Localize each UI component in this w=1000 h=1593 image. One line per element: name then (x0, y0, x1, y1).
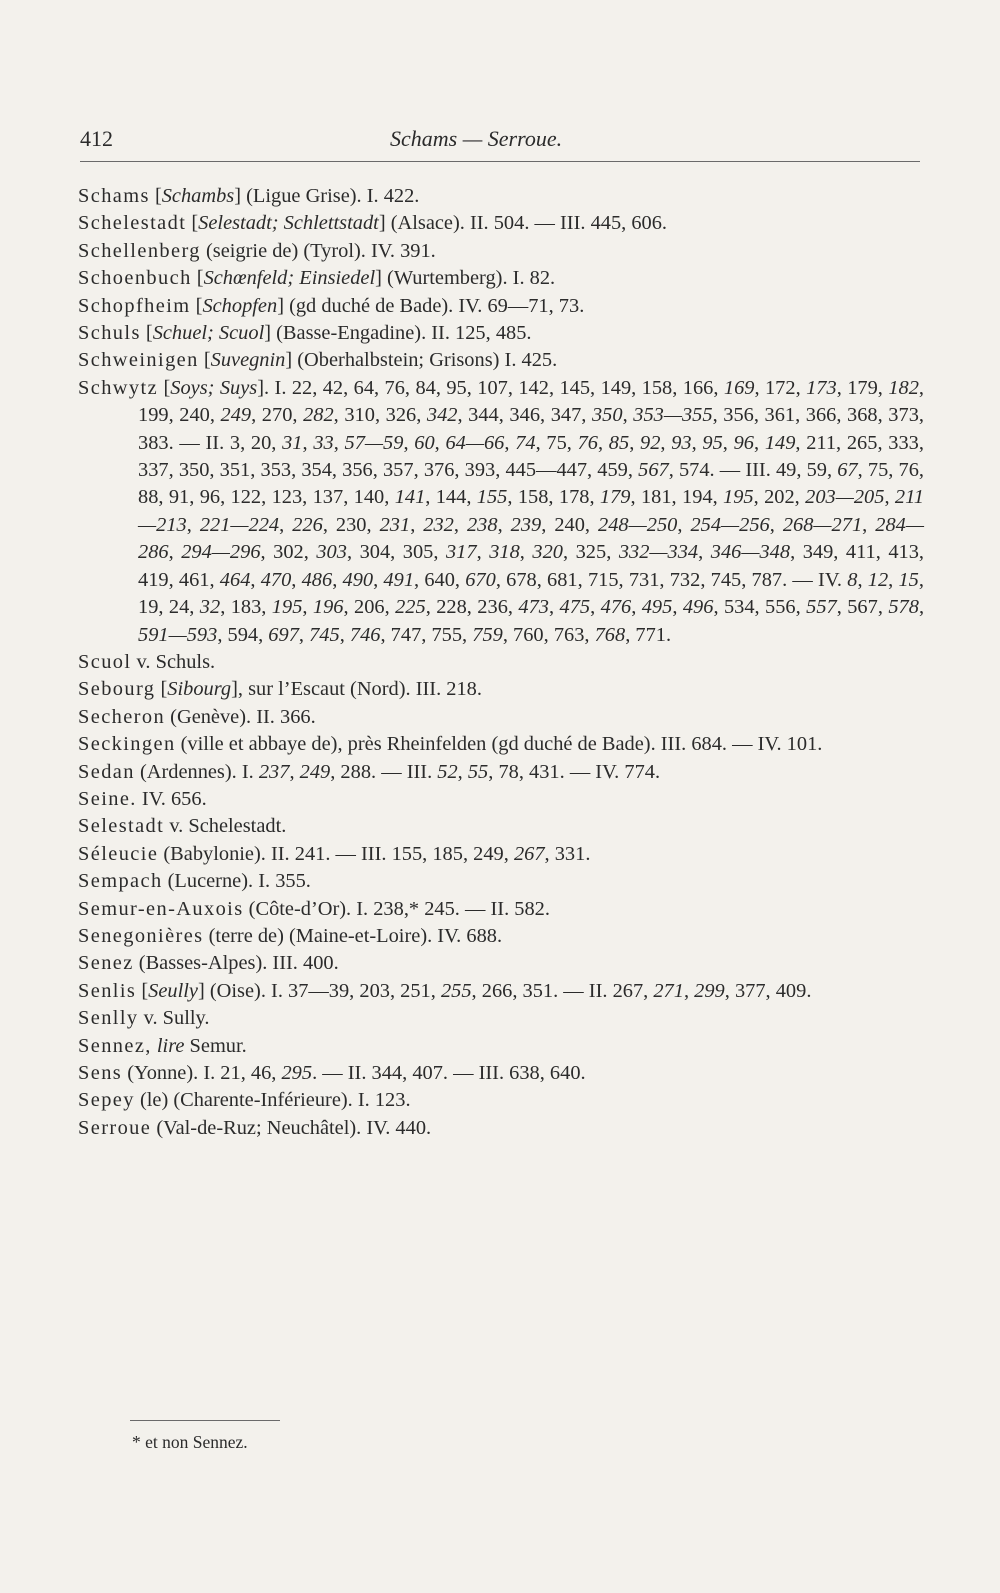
entry-headword: Serroue (78, 1116, 152, 1139)
entry-italic-text: 196 (312, 596, 344, 619)
entry-italic-text: 299 (694, 979, 725, 1002)
entry-headword: Sempach (78, 870, 163, 893)
index-entry-schellenberg (78, 238, 924, 265)
entry-headword: Scuol (78, 650, 132, 673)
entry-text: , (629, 431, 640, 454)
entry-text: , 144, (425, 486, 477, 509)
entry-text: , 211, 265, 333, 337, 350, 351, 353, 354, 356, 357, 376, 393, 445—447, 459, (138, 431, 924, 482)
entry-text: , (302, 431, 314, 454)
entry-text: (Ardennes). I. (134, 760, 259, 783)
entry-text: , (504, 431, 516, 454)
entry-italic-text: 211—213 (138, 486, 924, 536)
entry-text: [ (191, 267, 204, 290)
entry-text: , (457, 760, 468, 783)
entry-text: , 594, (217, 623, 269, 646)
entry-italic-text: 33 (313, 431, 334, 454)
entry-text: , (519, 541, 533, 564)
entry-italic-text: 93 (671, 431, 692, 454)
entry-text: (ville et abbaye de), près Rheinfelden (gd duché de Bade). III. 684. — IV. 101. (175, 733, 823, 756)
entry-italic-text: 268—271 (782, 513, 863, 536)
index-entry-sempach (78, 868, 924, 895)
entry-italic-text: 745 (309, 623, 340, 646)
entry-italic-text: 495 (641, 596, 673, 619)
entry-italic-text: Sibourg (167, 678, 232, 701)
entry-text: , (622, 404, 634, 427)
entry-text: , (769, 513, 783, 536)
index-entry-schopfheim (78, 293, 924, 320)
index-entry-sepey (78, 1087, 924, 1114)
entry-italic-text: 67 (837, 459, 858, 482)
entry-italic-text: 476 (600, 596, 632, 619)
entry-text: , (497, 513, 511, 536)
entry-italic-text: 353—355 (633, 404, 713, 427)
entry-text: . — II. 344, 407. — III. 638, 640. (312, 1062, 586, 1084)
entry-italic-text: 95 (702, 431, 723, 454)
entry-italic-text: 470 (260, 568, 292, 591)
entry-italic-text: 92 (640, 431, 661, 454)
entry-text: , 771. (625, 623, 672, 646)
entry-italic-text: 155 (476, 486, 508, 509)
entry-italic-text: 237 (258, 760, 290, 783)
entry-text: , (597, 431, 609, 454)
entry-italic-text: 697 (268, 623, 299, 646)
entry-text: (terre de) (Maine-et-Loire). IV. 688. (203, 924, 503, 947)
entry-italic-text: 475 (559, 596, 591, 619)
entry-text: ] (Basse-Engadine). II. 125, 485. (264, 322, 532, 345)
entry-text: , 534, 556, (713, 596, 807, 619)
entry-italic-text: 557 (806, 596, 837, 619)
entry-text: , (884, 486, 895, 509)
entry-text: , (754, 431, 765, 454)
entry-text: , 19, 24, (138, 568, 924, 619)
entry-italic-text: 173 (806, 376, 837, 399)
entry-text: ] (Oise). I. 37—39, 203, 251, (197, 979, 441, 1002)
entry-text: , 206, (343, 596, 396, 619)
entry-headword: Sedan (78, 760, 135, 783)
entry-italic-text: 496 (682, 596, 714, 619)
entry-text: , 640, (414, 568, 466, 591)
entry-italic-text: 346—348 (710, 541, 791, 564)
entry-text: IV. 656. (136, 787, 207, 810)
entry-text: , 304, 305, (346, 541, 446, 564)
entry-italic-text: 31 (282, 431, 303, 454)
entry-italic-text: 15 (898, 568, 919, 591)
entry-text: , 228, 236, (425, 596, 519, 619)
index-entry-senez (78, 950, 924, 977)
entry-headword: Semur-en-Auxois (78, 897, 244, 920)
entry-headword: Schopfheim (78, 294, 191, 317)
entry-text: (Val-de-Ruz; Neuchâtel). IV. 440. (151, 1116, 432, 1139)
entry-text: , 270, (251, 404, 304, 427)
entry-text: [ (186, 212, 199, 235)
entry-text: , (403, 431, 415, 454)
index-entry-schams (78, 183, 924, 210)
entry-text: , (186, 513, 200, 536)
entry-italic-text: 238 (466, 513, 498, 536)
entry-italic-text: 271 (653, 979, 684, 1002)
entry-text: , (298, 623, 310, 646)
entry-italic-text: 232 (423, 513, 454, 536)
entry-italic-text: 670 (465, 568, 496, 591)
entry-headword: Schwytz (78, 376, 159, 399)
index-entry-schweinigen (78, 347, 924, 374)
entry-text: (Genève). II. 366. (165, 705, 316, 728)
entry-text: , 266, 351. — II. 267, (471, 979, 654, 1002)
entry-italic-text: 282 (303, 404, 334, 427)
entry-text: (Basses-Alpes). III. 400. (133, 952, 339, 975)
index-entry-schwytz (78, 375, 924, 649)
entry-italic-text: 350 (591, 404, 623, 427)
entry-headword: Schams (78, 185, 150, 207)
index-entry-secheron (78, 704, 924, 731)
index-entry-scuol (78, 649, 924, 676)
entry-italic-text: 179 (599, 486, 631, 509)
index-entry-schoenbuch (78, 265, 924, 292)
entry-italic-text: 768 (594, 623, 626, 646)
entry-text: , 172, (754, 376, 807, 399)
entry-text: , (289, 760, 300, 783)
entry-italic-text: 591—593 (138, 623, 218, 646)
index-entry-semur (78, 896, 924, 923)
entry-italic-text: 52 (437, 760, 458, 783)
entry-italic-text: 746 (349, 623, 381, 646)
entry-text: , (683, 979, 695, 1002)
entry-italic-text: 578 (888, 596, 919, 619)
entry-italic-text: 567 (638, 459, 669, 482)
entry-italic-text: 317 (445, 541, 477, 564)
entry-headword: Secheron (78, 705, 166, 728)
entry-text: , (333, 431, 345, 454)
entry-text: (Lucerne). I. 355. (162, 870, 311, 893)
entry-text: , 78, 431. — IV. 774. (488, 760, 661, 783)
entry-italic-text: 254—256 (690, 513, 770, 536)
entry-text: , 181, 194, (630, 486, 724, 509)
entry-text: [ (158, 376, 171, 399)
entry-text: ] (Oberhalbstein; Grisons) I. 425. (285, 349, 558, 372)
entry-text: , (279, 513, 293, 536)
entry-text: , (660, 431, 672, 454)
entry-headword: Senlis (78, 979, 137, 1002)
entry-italic-text: 55 (467, 760, 489, 783)
index-entry-seckingen (78, 731, 924, 758)
index-entry-senlis (78, 978, 924, 1005)
entry-italic-text: Selestadt; Schlettstadt (198, 212, 379, 235)
index-entry-sennez (78, 1033, 924, 1060)
entry-text: [ (149, 185, 162, 207)
entry-text: , 158, 178, (507, 486, 600, 509)
entry-italic-text: 195 (723, 486, 754, 509)
entry-italic-text: 248—250 (598, 513, 678, 536)
entry-text: , (168, 541, 182, 564)
index-entry-senegonieres (78, 923, 924, 950)
entry-text: , 288. — III. (330, 760, 438, 783)
entry-italic-text: 76 (577, 431, 598, 454)
entry-italic-text: 239 (510, 513, 542, 536)
entry-text: , 377, 409. (724, 979, 812, 1002)
entry-text: , (631, 596, 642, 619)
entry-text: , 747, 755, (380, 623, 473, 646)
entry-headword: Selestadt (78, 815, 165, 838)
index-entry-serroue (78, 1115, 924, 1142)
entry-text: , 183, (220, 596, 272, 619)
entry-text: , 302, (260, 541, 317, 564)
entry-italic-text: 249 (299, 760, 331, 783)
entry-italic-text: 169 (723, 376, 755, 399)
entry-italic-text: 473 (518, 596, 549, 619)
entry-italic-text: 759 (472, 623, 503, 646)
entry-italic-text: 320 (532, 541, 563, 564)
entry-text: , 202, (753, 486, 806, 509)
entry-text: , (250, 568, 261, 591)
index-entry-seine (78, 786, 924, 813)
entry-text: ] (Ligue Grise). I. 422. (234, 185, 420, 207)
entry-italic-text: Schœnfeld; Einsiedel (203, 267, 376, 290)
entry-headword: Schuls (78, 322, 141, 345)
entry-italic-text: 490 (342, 568, 374, 591)
index-entry-sedan (78, 759, 924, 786)
entry-text: , 567, (836, 596, 889, 619)
entry-italic-text: 255 (440, 979, 472, 1002)
entry-headword: Seckingen (78, 733, 176, 756)
entry-text: v. Sully. (138, 1007, 210, 1030)
entry-text: [ (155, 678, 168, 701)
entry-text: , (332, 568, 343, 591)
entry-italic-text: 294—296 (181, 541, 261, 564)
entry-text: , (291, 568, 302, 591)
entry-text: Semur. (184, 1034, 247, 1057)
entry-text: v. Schuls. (131, 650, 216, 673)
entry-text: [ (140, 322, 153, 345)
entry-text: , 356, 361, 366, 368, 373, 383. — II. 3, 20, (138, 404, 924, 454)
index-entry-schelestadt (78, 210, 924, 237)
entry-italic-text: 221—224 (199, 513, 280, 536)
entry-italic-text: 318 (489, 541, 520, 564)
index-entry-schuls (78, 320, 924, 347)
entry-italic-text: 74 (515, 431, 536, 454)
entry-italic-text: 226 (292, 513, 323, 536)
entry-text: , (373, 568, 384, 591)
entry-headword: Senez (78, 952, 134, 975)
entry-text: (Babylonie). II. 241. — III. 155, 185, 249, (158, 842, 514, 865)
entry-headword: Schellenberg (78, 239, 201, 262)
entry-text: , (476, 541, 490, 564)
entry-text: (Côte-d’Or). I. 238,* 245. — II. 582. (243, 897, 550, 920)
entry-italic-text: 303 (316, 541, 347, 564)
entry-text: v. Schelestadt. (164, 815, 287, 838)
entry-text: (Yonne). I. 21, 46, (122, 1062, 282, 1084)
entry-italic-text: 332—334 (618, 541, 699, 564)
entry-text: , 331. (544, 842, 591, 865)
entry-text: ] (gd duché de Bade). IV. 69—71, 73. (277, 294, 585, 317)
entry-headword: Sens (78, 1062, 123, 1084)
entry-italic-text: 195 (271, 596, 303, 619)
running-head: Schams — Serroue. (390, 126, 563, 151)
entry-italic-text: 149 (764, 431, 796, 454)
entry-italic-text: 491 (383, 568, 415, 591)
entry-text: (seigrie de) (Tyrol). IV. 391. (200, 239, 436, 262)
entry-headword: Senlly (78, 1007, 139, 1030)
index-entry-sens (78, 1060, 924, 1087)
entry-text: [ (136, 979, 149, 1002)
entry-italic-text: 141 (394, 486, 426, 509)
entry-headword: Sebourg (78, 678, 156, 701)
entry-text: , 230, (322, 513, 380, 536)
entry-italic-text: 267 (513, 842, 545, 865)
entry-text: , 325, (563, 541, 619, 564)
entry-text: , (722, 431, 734, 454)
entry-italic-text: 182 (888, 376, 919, 399)
entry-headword: Séleucie (78, 842, 159, 865)
entry-text: , 760, 763, (502, 623, 595, 646)
entry-italic-text: 249 (220, 404, 252, 427)
entry-text: , (691, 431, 703, 454)
entry-text: , 574. — III. 49, 59, (668, 459, 838, 482)
entry-italic-text: 295 (281, 1062, 313, 1084)
index-entry-sebourg (78, 676, 924, 703)
index-entry-selestadt (78, 813, 924, 840)
entry-italic-text: 60 (414, 431, 435, 454)
entry-italic-text: Suvegnin (210, 349, 286, 372)
entry-text: ] (Wurtemberg). I. 82. (375, 267, 556, 290)
entry-text: ], sur l’Escaut (Nord). III. 218. (231, 678, 482, 701)
entry-text: (le) (Charente-Inférieure). I. 123. (134, 1089, 411, 1112)
entry-headword: Seine. (78, 787, 137, 810)
entry-text: , (434, 431, 446, 454)
entry-italic-text: Soys; Suys (170, 376, 258, 399)
entry-italic-text: 32 (199, 596, 221, 619)
entry-text: , (918, 596, 925, 619)
entry-text: , (302, 596, 313, 619)
page-number: 412 (80, 126, 113, 151)
entry-text: , 349, 411, 413, 419, 461, (138, 541, 925, 591)
entry-italic-text: 64—66 (445, 431, 505, 454)
entry-text: , (549, 596, 560, 619)
entry-italic-text: 8 (847, 568, 858, 591)
entry-italic-text: 342 (426, 404, 458, 427)
index-entry-senlly (78, 1005, 924, 1032)
entry-text: ] (Alsace). II. 504. — III. 445, 606. (378, 212, 668, 235)
entry-text: , 75, (535, 431, 578, 454)
entry-italic-text: Seully (148, 979, 198, 1002)
entry-italic-text: 225 (395, 596, 426, 619)
entry-italic-text: 96 (733, 431, 754, 454)
entry-headword: Sennez, (78, 1034, 152, 1057)
entry-text: , (672, 596, 683, 619)
entry-italic-text: 231 (379, 513, 411, 536)
entry-text: , (862, 513, 876, 536)
entry-headword: Schoenbuch (78, 267, 192, 290)
entry-italic-text: 57—59 (344, 431, 404, 454)
entry-text: [ (198, 349, 211, 372)
entry-italic-text: lire (156, 1034, 185, 1057)
entry-text: , 179, (836, 376, 889, 399)
footnote: * et non Sennez. (132, 1432, 248, 1452)
entry-headword: Schelestadt (78, 212, 187, 235)
entry-text: , (453, 513, 467, 536)
entry-text: , 310, 326, (333, 404, 427, 427)
header-rule (80, 161, 920, 162)
footnote-rule (130, 1420, 280, 1421)
entry-text: , (410, 513, 424, 536)
entry-text: , 240, (541, 513, 599, 536)
index-entry-seleucie (78, 841, 924, 868)
entry-headword: Senegonières (78, 924, 204, 947)
entry-italic-text: 85 (608, 431, 630, 454)
entry-italic-text: 486 (301, 568, 333, 591)
entry-italic-text: 12 (867, 568, 889, 591)
entry-italic-text: Schambs (161, 185, 235, 207)
entry-text: , (888, 568, 899, 591)
entry-text: , 75, 76, 88, 91, 96, 122, 123, 137, 140, (138, 459, 924, 509)
entry-italic-text: 464 (219, 568, 251, 591)
entry-text: [ (190, 294, 203, 317)
entry-headword: Sepey (78, 1089, 135, 1112)
entry-italic-text: Schuel; Scuol (152, 322, 265, 345)
entry-headword: Schweinigen (78, 349, 199, 372)
index-entries (78, 183, 924, 1142)
entry-text: , (677, 513, 691, 536)
entry-italic-text: 284—286 (138, 513, 924, 564)
entry-text: , (339, 623, 350, 646)
entry-text: , (698, 541, 711, 564)
entry-text: ]. I. 22, 42, 64, 76, 84, 95, 107, 142, 145, 149, 158, 166, (257, 376, 724, 399)
entry-text: , 344, 346, 347, (457, 404, 592, 427)
entry-text: , (590, 596, 601, 619)
entry-italic-text: Schopfen (202, 294, 278, 317)
entry-italic-text: 203—205 (805, 486, 885, 509)
entry-text: , (857, 568, 868, 591)
entry-text: , 199, 240, (138, 376, 925, 427)
entry-text: , 678, 681, 715, 731, 732, 745, 787. — IV. (495, 568, 848, 591)
